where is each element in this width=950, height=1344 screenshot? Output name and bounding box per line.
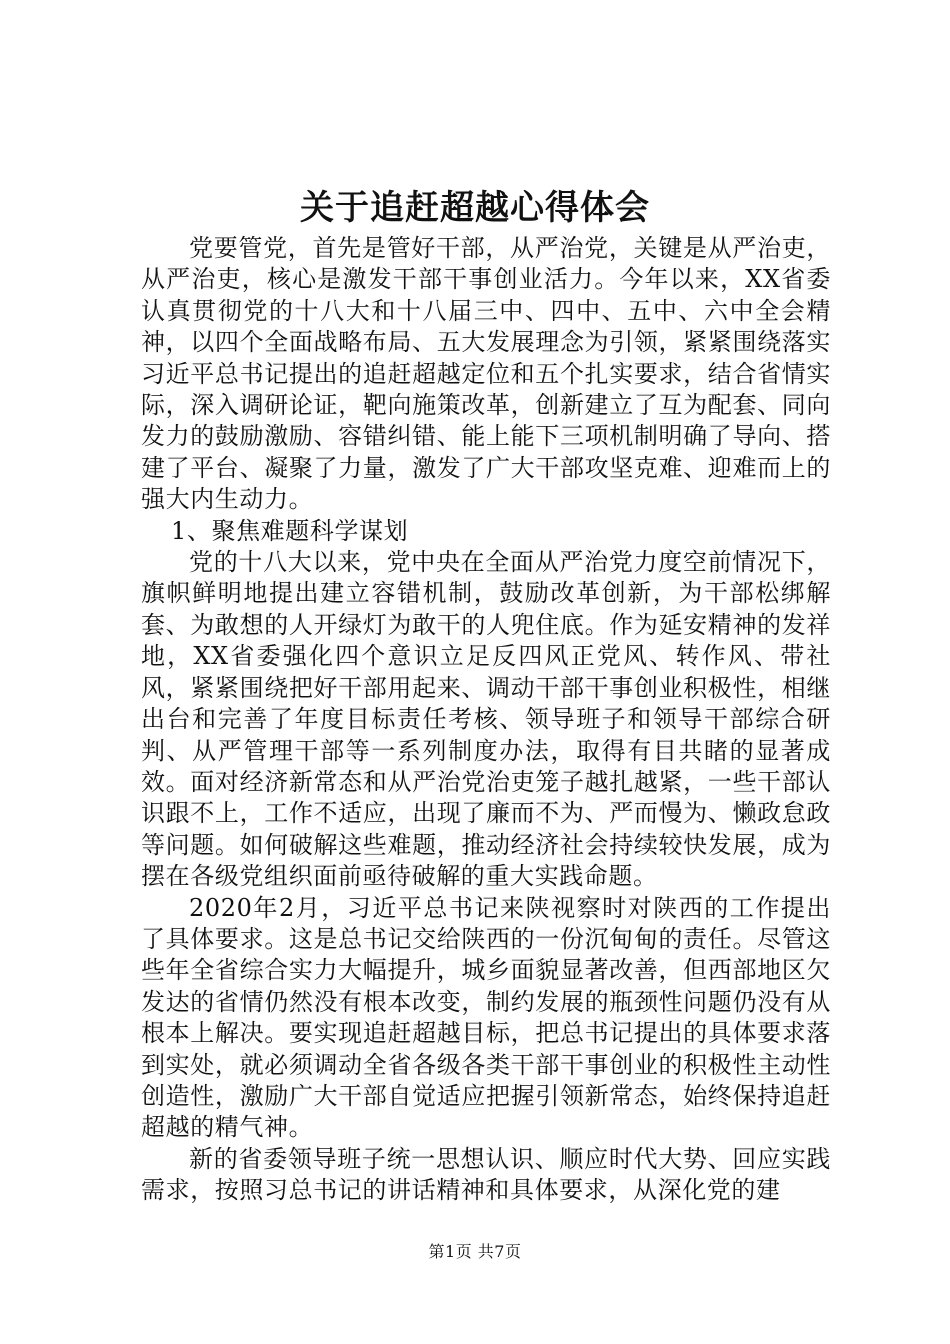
section-heading: 1、聚焦难题科学谋划 (171, 516, 409, 545)
page-number: 第1页 共7页 (428, 1242, 522, 1261)
document-title: 关于追赶超越心得体会 (300, 188, 650, 228)
document-body (141, 233, 831, 1207)
paragraph-leadership: 新的省委领导班子统一思想认识、顺应时代大势、回应实践需求，按照习总书记的讲话精神和具体要求，从深化党的建 (141, 1144, 831, 1205)
paragraph-requirements: 2020年2月，习近平总书记来陕视察时对陕西的工作提出了具体要求。这是总书记交给陕西的一份沉甸甸的责任。尽管这些年全省综合实力大幅提升，城乡面貌显著改善，但西部地区欠发达的省情仍然没有根本改变，制约发展的瓶颈性问题仍没有从根本上解决。要实现追赶超越目标，把总书记提出的具体要求落到实处，就必须调动全省各级各类干部干事创业的积极性主动性创造性，激励广大干部自觉适应把握引领新常态，始终保持追赶超越的精气神。 (141, 893, 831, 1142)
paragraph-background: 党的十八大以来，党中央在全面从严治党力度空前情况下，旗帜鲜明地提出建立容错机制，鼓励改革创新，为干部松绑解套、为敢想的人开绿灯为敢干的人兜住底。作为延安精神的发祥地，XX省委强化四个意识立足反四风正党风、转作风、带社风，紧紧围绕把好干部用起来、调动干部干事创业积极性，相继出台和完善了年度目标责任考核、领导班子和领导干部综合研判、从严管理干部等一系列制度办法，取得有目共睹的显著成效。面对经济新常态和从严治党治吏笼子越扎越紧，一些干部认识跟不上，工作不适应，出现了廉而不为、严而慢为、懒政怠政等问题。如何破解这些难题，推动经济社会持续较快发展，成为摆在各级党组织面前亟待破解的重大实践命题。 (141, 548, 831, 891)
paragraph-intro: 党要管党，首先是管好干部，从严治党，关键是从严治吏，从严治吏，核心是激发干部干事创业活力。今年以来，XX省委认真贯彻党的十八大和十八届三中、四中、五中、六中全会精神，以四个全面战略布局、五大发展理念为引领，紧紧围绕落实习近平总书记提出的追赶超越定位和五个扎实要求，结合省情实际，深入调研论证，靶向施策改革，创新建立了互为配套、同向发力的鼓励激励、容错纠错、能上能下三项机制明确了导向、搭建了平台、凝聚了力量，激发了广大干部攻坚克难、迎难而上的强大内生动力。 (141, 234, 831, 514)
